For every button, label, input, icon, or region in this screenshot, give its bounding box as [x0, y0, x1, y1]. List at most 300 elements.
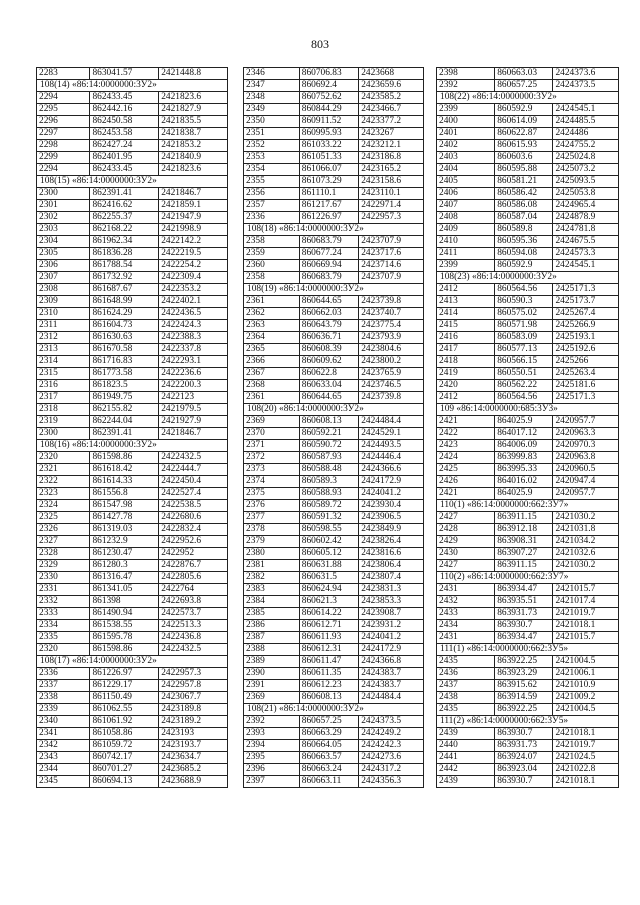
- point-number-cell: 2426: [437, 476, 495, 488]
- table-row: [437, 584, 619, 596]
- table-row: [437, 164, 619, 176]
- table-row: [37, 488, 228, 500]
- table-row: [244, 536, 424, 548]
- y-coordinate-cell: 2423707.9: [359, 236, 424, 248]
- table-row: [37, 200, 228, 212]
- y-coordinate-cell: 2422388.3: [159, 332, 228, 344]
- x-coordinate-cell: 863931.73: [495, 608, 553, 620]
- y-coordinate-cell: 2421846.7: [159, 188, 228, 200]
- point-number-cell: 2346: [244, 68, 300, 80]
- y-coordinate-cell: 2421034.2: [553, 536, 619, 548]
- table-row: [244, 188, 424, 200]
- point-number-cell: 2413: [437, 296, 495, 308]
- table-row: [244, 320, 424, 332]
- table-row: [244, 692, 424, 704]
- table-row: [37, 380, 228, 392]
- point-number-cell: 2380: [244, 548, 300, 560]
- table-row: [244, 92, 424, 104]
- point-number-cell: 2435: [437, 656, 495, 668]
- point-number-cell: 2301: [37, 200, 90, 212]
- table-row: [437, 452, 619, 464]
- point-number-cell: 2343: [37, 752, 90, 764]
- x-coordinate-cell: 862391.41: [90, 188, 159, 200]
- point-number-cell: 2375: [244, 488, 300, 500]
- x-coordinate-cell: 861732.92: [90, 272, 159, 284]
- table-row: [244, 476, 424, 488]
- table-row: [37, 320, 228, 332]
- point-number-cell: 2398: [437, 68, 495, 80]
- point-number-cell: 2332: [37, 596, 90, 608]
- point-number-cell: 2320: [37, 452, 90, 464]
- point-number-cell: 2317: [37, 392, 90, 404]
- y-coordinate-cell: 2421823.6: [159, 92, 228, 104]
- table-row: [37, 500, 228, 512]
- x-coordinate-cell: 861604.73: [90, 320, 159, 332]
- section-header: 110(1) «86:14:0000000:662:3У7»: [437, 500, 619, 512]
- point-number-cell: 2314: [37, 356, 90, 368]
- table-row: [244, 740, 424, 752]
- y-coordinate-cell: 2421024.5: [553, 752, 619, 764]
- y-coordinate-cell: 2422952.6: [159, 536, 228, 548]
- x-coordinate-cell: 861547.98: [90, 500, 159, 512]
- x-coordinate-cell: 862255.37: [90, 212, 159, 224]
- y-coordinate-cell: 2423668: [359, 68, 424, 80]
- x-coordinate-cell: 860566.15: [495, 356, 553, 368]
- y-coordinate-cell: 2425073.2: [553, 164, 619, 176]
- x-coordinate-cell: 860622.8: [299, 368, 358, 380]
- x-coordinate-cell: 860564.56: [495, 392, 553, 404]
- point-number-cell: 2379: [244, 536, 300, 548]
- point-number-cell: 2399: [437, 260, 495, 272]
- x-coordinate-cell: 860663.57: [299, 752, 358, 764]
- x-coordinate-cell: 861538.55: [90, 620, 159, 632]
- point-number-cell: 2428: [437, 524, 495, 536]
- x-coordinate-cell: 863995.33: [495, 464, 553, 476]
- y-coordinate-cell: 2421947.9: [159, 212, 228, 224]
- y-coordinate-cell: 2423067.7: [159, 692, 228, 704]
- table-row: [244, 644, 424, 656]
- x-coordinate-cell: 860592.9: [495, 104, 553, 116]
- table-row: [244, 356, 424, 368]
- x-coordinate-cell: 860592.9: [495, 260, 553, 272]
- table-row: [244, 164, 424, 176]
- section-header: 109 «86:14:0000000:685:3У3»: [437, 404, 619, 416]
- table-row: [437, 488, 619, 500]
- y-coordinate-cell: 2422353.2: [159, 284, 228, 296]
- table-row: [244, 512, 424, 524]
- point-number-cell: 2324: [37, 500, 90, 512]
- point-number-cell: 2400: [437, 116, 495, 128]
- y-coordinate-cell: 2422764: [159, 584, 228, 596]
- coordinates-table: [36, 67, 228, 788]
- point-number-cell: 2372: [244, 452, 300, 464]
- table-row: [37, 332, 228, 344]
- table-row: [37, 560, 228, 572]
- section-header-row: [437, 404, 619, 416]
- point-number-cell: 2402: [437, 140, 495, 152]
- y-coordinate-cell: 2422957.8: [159, 680, 228, 692]
- y-coordinate-cell: 2423930.4: [359, 500, 424, 512]
- table-row: [437, 620, 619, 632]
- table-row: [437, 560, 619, 572]
- coordinates-table: [243, 67, 424, 788]
- y-coordinate-cell: 2422293.1: [159, 356, 228, 368]
- section-header-row: [437, 92, 619, 104]
- point-number-cell: 2341: [37, 728, 90, 740]
- point-number-cell: 2373: [244, 464, 300, 476]
- y-coordinate-cell: 2424878.9: [553, 212, 619, 224]
- y-coordinate-cell: 2421032.6: [553, 548, 619, 560]
- y-coordinate-cell: 2420957.7: [553, 416, 619, 428]
- y-coordinate-cell: 2421010.9: [553, 680, 619, 692]
- y-coordinate-cell: 2423466.7: [359, 104, 424, 116]
- x-coordinate-cell: 860844.29: [299, 104, 358, 116]
- x-coordinate-cell: 863907.27: [495, 548, 553, 560]
- table-row: [37, 236, 228, 248]
- x-coordinate-cell: 860694.13: [90, 776, 159, 788]
- y-coordinate-cell: 2423739.8: [359, 296, 424, 308]
- section-header-row: [244, 704, 424, 716]
- table-row: [37, 584, 228, 596]
- table-row: [37, 752, 228, 764]
- x-coordinate-cell: 861073.29: [299, 176, 358, 188]
- x-coordinate-cell: 864025.9: [495, 416, 553, 428]
- table-row: [437, 464, 619, 476]
- section-header: 108(20) «86:14:0000000:3У2»: [244, 404, 424, 416]
- point-number-cell: 2437: [437, 680, 495, 692]
- point-number-cell: 2434: [437, 620, 495, 632]
- y-coordinate-cell: 2424529.1: [359, 428, 424, 440]
- x-coordinate-cell: 860995.93: [299, 128, 358, 140]
- x-coordinate-cell: 862168.22: [90, 224, 159, 236]
- x-coordinate-cell: 861687.67: [90, 284, 159, 296]
- x-coordinate-cell: 861232.9: [90, 536, 159, 548]
- x-coordinate-cell: 863935.51: [495, 596, 553, 608]
- y-coordinate-cell: 2423688.9: [159, 776, 228, 788]
- table-row: [437, 512, 619, 524]
- x-coordinate-cell: 860669.94: [299, 260, 358, 272]
- point-number-cell: 2310: [37, 308, 90, 320]
- x-coordinate-cell: 861319.03: [90, 524, 159, 536]
- y-coordinate-cell: 2422436.5: [159, 308, 228, 320]
- section-header: 108(23) «86:14:0000000:3У2»: [437, 272, 619, 284]
- table-row: [244, 248, 424, 260]
- table-row: [37, 164, 228, 176]
- point-number-cell: 2384: [244, 596, 300, 608]
- x-coordinate-cell: 861110.1: [299, 188, 358, 200]
- y-coordinate-cell: 2421979.5: [159, 404, 228, 416]
- table-row: [37, 272, 228, 284]
- point-number-cell: 2377: [244, 512, 300, 524]
- point-number-cell: 2353: [244, 152, 300, 164]
- y-coordinate-cell: 2422432.5: [159, 452, 228, 464]
- point-number-cell: 2357: [244, 200, 300, 212]
- x-coordinate-cell: 860602.42: [299, 536, 358, 548]
- x-coordinate-cell: 861059.72: [90, 740, 159, 752]
- x-coordinate-cell: 863923.04: [495, 764, 553, 776]
- x-coordinate-cell: 861058.86: [90, 728, 159, 740]
- table-row: [437, 248, 619, 260]
- point-number-cell: 2349: [244, 104, 300, 116]
- y-coordinate-cell: 2423189.2: [159, 716, 228, 728]
- x-coordinate-cell: 860611.35: [299, 668, 358, 680]
- y-coordinate-cell: 2421006.1: [553, 668, 619, 680]
- point-number-cell: 2369: [244, 692, 300, 704]
- table-row: [244, 764, 424, 776]
- table-row: [437, 176, 619, 188]
- x-coordinate-cell: 860598.55: [299, 524, 358, 536]
- x-coordinate-cell: 860550.51: [495, 368, 553, 380]
- table-row: [244, 344, 424, 356]
- point-number-cell: 2306: [37, 260, 90, 272]
- table-row: [37, 476, 228, 488]
- point-number-cell: 2323: [37, 488, 90, 500]
- section-header: 108(14) «86:14:0000000:3У2»: [37, 80, 228, 92]
- y-coordinate-cell: 2422337.8: [159, 344, 228, 356]
- table-row: [37, 596, 228, 608]
- y-coordinate-cell: 2423806.4: [359, 560, 424, 572]
- point-number-cell: 2401: [437, 128, 495, 140]
- x-coordinate-cell: 860683.79: [299, 236, 358, 248]
- point-number-cell: 2363: [244, 320, 300, 332]
- y-coordinate-cell: 2424172.9: [359, 476, 424, 488]
- x-coordinate-cell: 862450.58: [90, 116, 159, 128]
- x-coordinate-cell: 861624.29: [90, 308, 159, 320]
- y-coordinate-cell: 2421823.6: [159, 164, 228, 176]
- x-coordinate-cell: 863923.29: [495, 668, 553, 680]
- x-coordinate-cell: 860644.65: [299, 296, 358, 308]
- x-coordinate-cell: 862433.45: [90, 164, 159, 176]
- x-coordinate-cell: 860662.03: [299, 308, 358, 320]
- y-coordinate-cell: 2423685.2: [159, 764, 228, 776]
- x-coordinate-cell: 860577.13: [495, 344, 553, 356]
- section-header: 111(1) «86:14:0000000:662:3У5»: [437, 644, 619, 656]
- section-header: 108(16) «86:14:0000000:3У2»: [37, 440, 228, 452]
- section-header: 108(15) «86:14:0000000:3У2»: [37, 176, 228, 188]
- table-row: [37, 464, 228, 476]
- y-coordinate-cell: 2424041.2: [359, 632, 424, 644]
- point-number-cell: 2442: [437, 764, 495, 776]
- table-row: [244, 716, 424, 728]
- x-coordinate-cell: 860631.88: [299, 560, 358, 572]
- point-number-cell: 2439: [437, 728, 495, 740]
- x-coordinate-cell: 862427.24: [90, 140, 159, 152]
- y-coordinate-cell: 2424545.1: [553, 104, 619, 116]
- point-number-cell: 2412: [437, 392, 495, 404]
- table-row: [244, 488, 424, 500]
- x-coordinate-cell: 861427.78: [90, 512, 159, 524]
- table-row: [37, 104, 228, 116]
- y-coordinate-cell: 2424242.3: [359, 740, 424, 752]
- point-number-cell: 2396: [244, 764, 300, 776]
- table-row: [244, 464, 424, 476]
- table-row: [37, 128, 228, 140]
- y-coordinate-cell: 2423831.3: [359, 584, 424, 596]
- y-coordinate-cell: 2423775.4: [359, 320, 424, 332]
- table-row: [437, 728, 619, 740]
- section-header: 108(19) «86:14:0000000:3У2»: [244, 284, 424, 296]
- point-number-cell: 2322: [37, 476, 90, 488]
- x-coordinate-cell: 860621.3: [299, 596, 358, 608]
- table-row: [437, 152, 619, 164]
- x-coordinate-cell: 861618.42: [90, 464, 159, 476]
- x-coordinate-cell: 860583.09: [495, 332, 553, 344]
- y-coordinate-cell: 2421015.7: [553, 584, 619, 596]
- y-coordinate-cell: 2422538.5: [159, 500, 228, 512]
- x-coordinate-cell: 863931.73: [495, 740, 553, 752]
- y-coordinate-cell: 2425173.7: [553, 296, 619, 308]
- point-number-cell: 2394: [244, 740, 300, 752]
- point-number-cell: 2385: [244, 608, 300, 620]
- y-coordinate-cell: 2422680.6: [159, 512, 228, 524]
- y-coordinate-cell: 2422527.4: [159, 488, 228, 500]
- table-row: [437, 224, 619, 236]
- table-row: [244, 212, 424, 224]
- table-row: [244, 68, 424, 80]
- x-coordinate-cell: 860609.62: [299, 356, 358, 368]
- x-coordinate-cell: 864025.9: [495, 488, 553, 500]
- y-coordinate-cell: 2423931.2: [359, 620, 424, 632]
- coordinates-table-column-1: [36, 67, 228, 788]
- x-coordinate-cell: 860608.13: [299, 692, 358, 704]
- y-coordinate-cell: 2420963.3: [553, 428, 619, 440]
- section-header-row: [244, 224, 424, 236]
- section-header-row: [37, 440, 228, 452]
- table-row: [244, 104, 424, 116]
- x-coordinate-cell: 861490.94: [90, 608, 159, 620]
- x-coordinate-cell: 860614.09: [495, 116, 553, 128]
- table-row: [244, 236, 424, 248]
- point-number-cell: 2342: [37, 740, 90, 752]
- x-coordinate-cell: 860581.21: [495, 176, 553, 188]
- y-coordinate-cell: 2423906.5: [359, 512, 424, 524]
- y-coordinate-cell: 2421019.7: [553, 608, 619, 620]
- y-coordinate-cell: 2424041.2: [359, 488, 424, 500]
- x-coordinate-cell: 860692.4: [299, 80, 358, 92]
- y-coordinate-cell: 2423746.5: [359, 380, 424, 392]
- point-number-cell: 2336: [37, 668, 90, 680]
- point-number-cell: 2312: [37, 332, 90, 344]
- y-coordinate-cell: 2423800.2: [359, 356, 424, 368]
- x-coordinate-cell: 860706.83: [299, 68, 358, 80]
- x-coordinate-cell: 860571.98: [495, 320, 553, 332]
- y-coordinate-cell: 2423849.9: [359, 524, 424, 536]
- table-row: [244, 260, 424, 272]
- y-coordinate-cell: 2423634.7: [159, 752, 228, 764]
- table-row: [244, 368, 424, 380]
- table-row: [437, 776, 619, 788]
- x-coordinate-cell: 861066.07: [299, 164, 358, 176]
- x-coordinate-cell: 863930.7: [495, 728, 553, 740]
- table-row: [244, 584, 424, 596]
- x-coordinate-cell: 860562.22: [495, 380, 553, 392]
- point-number-cell: 2304: [37, 236, 90, 248]
- table-row: [244, 392, 424, 404]
- y-coordinate-cell: 2424249.2: [359, 728, 424, 740]
- table-row: [37, 608, 228, 620]
- y-coordinate-cell: 2423377.2: [359, 116, 424, 128]
- table-row: [37, 524, 228, 536]
- point-number-cell: 2350: [244, 116, 300, 128]
- table-row: [37, 416, 228, 428]
- point-number-cell: 2381: [244, 560, 300, 572]
- y-coordinate-cell: 2424781.8: [553, 224, 619, 236]
- x-coordinate-cell: 860615.93: [495, 140, 553, 152]
- table-row: [437, 476, 619, 488]
- y-coordinate-cell: 2422693.8: [159, 596, 228, 608]
- x-coordinate-cell: 863930.7: [495, 776, 553, 788]
- point-number-cell: 2435: [437, 704, 495, 716]
- section-header: 108(22) «86:14:0000000:3У2»: [437, 92, 619, 104]
- x-coordinate-cell: 862155.82: [90, 404, 159, 416]
- table-row: [437, 344, 619, 356]
- x-coordinate-cell: 860591.32: [299, 512, 358, 524]
- table-row: [244, 608, 424, 620]
- table-row: [244, 560, 424, 572]
- y-coordinate-cell: 2425053.8: [553, 188, 619, 200]
- table-row: [437, 308, 619, 320]
- table-row: [244, 680, 424, 692]
- y-coordinate-cell: 2425171.3: [553, 392, 619, 404]
- x-coordinate-cell: 860611.93: [299, 632, 358, 644]
- point-number-cell: 2420: [437, 380, 495, 392]
- x-coordinate-cell: 861150.49: [90, 692, 159, 704]
- x-coordinate-cell: 861823.5: [90, 380, 159, 392]
- y-coordinate-cell: 2423717.6: [359, 248, 424, 260]
- y-coordinate-cell: 2421004.5: [553, 656, 619, 668]
- y-coordinate-cell: 2424675.5: [553, 236, 619, 248]
- table-row: [37, 692, 228, 704]
- x-coordinate-cell: 860663.03: [495, 68, 553, 80]
- table-row: [244, 596, 424, 608]
- x-coordinate-cell: 861061.92: [90, 716, 159, 728]
- y-coordinate-cell: 2423186.8: [359, 152, 424, 164]
- point-number-cell: 2388: [244, 644, 300, 656]
- y-coordinate-cell: 2421846.7: [159, 428, 228, 440]
- point-number-cell: 2356: [244, 188, 300, 200]
- point-number-cell: 2382: [244, 572, 300, 584]
- y-coordinate-cell: 2423212.1: [359, 140, 424, 152]
- y-coordinate-cell: 2425267.4: [553, 308, 619, 320]
- y-coordinate-cell: 2423659.6: [359, 80, 424, 92]
- x-coordinate-cell: 860592.21: [299, 428, 358, 440]
- y-coordinate-cell: 2423816.6: [359, 548, 424, 560]
- point-number-cell: 2389: [244, 656, 300, 668]
- x-coordinate-cell: 860586.08: [495, 200, 553, 212]
- page-number: 803: [311, 37, 329, 51]
- y-coordinate-cell: 2421448.8: [159, 68, 228, 80]
- x-coordinate-cell: 860663.29: [299, 728, 358, 740]
- point-number-cell: 2294: [37, 92, 90, 104]
- coordinates-table: [436, 67, 619, 788]
- x-coordinate-cell: 863934.47: [495, 632, 553, 644]
- y-coordinate-cell: 2423165.2: [359, 164, 424, 176]
- point-number-cell: 2303: [37, 224, 90, 236]
- table-row: [437, 524, 619, 536]
- table-row: [244, 452, 424, 464]
- point-number-cell: 2429: [437, 536, 495, 548]
- point-number-cell: 2383: [244, 584, 300, 596]
- table-row: [37, 644, 228, 656]
- x-coordinate-cell: 860603.6: [495, 152, 553, 164]
- y-coordinate-cell: 2422142.2: [159, 236, 228, 248]
- point-number-cell: 2403: [437, 152, 495, 164]
- y-coordinate-cell: 2425193.1: [553, 332, 619, 344]
- table-row: [37, 548, 228, 560]
- point-number-cell: 2431: [437, 584, 495, 596]
- point-number-cell: 2331: [37, 584, 90, 596]
- x-coordinate-cell: 860664.05: [299, 740, 358, 752]
